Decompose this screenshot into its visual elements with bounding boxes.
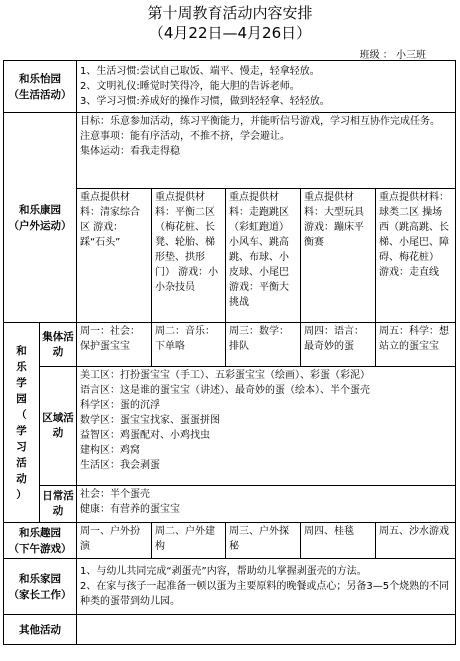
life-item: 2、文明礼仪:睡觉时笑得冷，能大胆的告诉老师。 xyxy=(80,81,300,92)
outdoor-header: 和乐康园 （户外运动） xyxy=(4,113,77,323)
life-item: 3、学习习惯:养成好的操作习惯，做到轻轻拿、轻轻放。 xyxy=(80,96,330,107)
outdoor-goal: 目标：乐意参加活动，练习平衡能力，并能听信号游戏，学习相互协作完成任务。 注意事项：能有序活动，不推不挤，学会避让。 集体运动：看我走得稳 xyxy=(77,113,456,189)
area-activity-content xyxy=(77,367,456,486)
outdoor-area: 重点提供材料：大型玩具 游戏：蹦床平衡赛 xyxy=(301,189,376,323)
daily-activity-content xyxy=(77,486,456,523)
date-range: （4月22日—4月26日） xyxy=(148,24,312,42)
schedule-table xyxy=(3,60,456,645)
group-activity-label: 集体活动 xyxy=(40,323,77,367)
class-label: 班级 ： xyxy=(359,50,393,61)
group-activity-day: 周二：音乐：下单咯 xyxy=(152,323,226,367)
play-day: 周五、沙水游戏 xyxy=(376,523,456,559)
play-day: 周一、户外扮演 xyxy=(77,523,152,559)
area-item: 益智区：鸡蛋配对、小鸡找虫 xyxy=(80,430,210,441)
area-item: 建构区：鸡窝 xyxy=(80,445,140,456)
daily-item: 社会：半个蛋壳 xyxy=(80,489,150,500)
outdoor-area: 重点提供材料：平衡二区（梅花桩、长凳、轮胎、梯形垫、拱形门） 游戏：小小杂技员 xyxy=(152,189,226,323)
group-activity-day: 周四：语言：最奇妙的蛋 xyxy=(301,323,376,367)
play-day: 周三、户外探秘 xyxy=(226,523,301,559)
class-info xyxy=(360,46,426,61)
play-day: 周四、桂毯 xyxy=(301,523,376,559)
play-day: 周二、户外建构 xyxy=(152,523,226,559)
area-item: 科学区：蛋的沉浮 xyxy=(80,400,160,411)
area-item: 语言区：这是谁的蛋宝宝（讲述）、最奇妙的蛋（绘本）、半个蛋壳 xyxy=(80,385,370,396)
area-item: 数学区：蛋宝宝找家、蛋蛋拼图 xyxy=(80,415,220,426)
outdoor-area: 重点提供材料：球类二区 操场西（跳高跳、长梯、小尾巴、障碍、梅花桩） 游戏：走直线 xyxy=(376,189,456,323)
other-header: 其他活动 xyxy=(4,615,77,645)
area-activity-label: 区域活动 xyxy=(40,367,77,486)
page-title: 第十周教育活动内容安排 xyxy=(147,4,313,22)
group-activity-day: 周一：社会：保护蛋宝宝 xyxy=(77,323,152,367)
class-name: 小三班 xyxy=(396,50,426,61)
family-item: 1、与幼儿共同完成“剥蛋壳”内容，帮助幼儿掌握剥蛋壳的方法。 xyxy=(80,566,367,577)
group-activity-day: 周三：数学：排队 xyxy=(226,323,301,367)
other-content xyxy=(77,615,456,645)
area-item: 美工区：打扮蛋宝宝（手工）、五彩蛋宝宝（绘画）、彩蛋（彩泥） xyxy=(80,370,370,381)
family-header: 和乐家园 （家长工作） xyxy=(4,559,77,615)
play-header: 和乐趣园 （下午游戏） xyxy=(4,523,77,559)
life-header: 和乐怡园 （生活活动） xyxy=(4,61,77,113)
life-content xyxy=(77,61,456,113)
daily-item: 健康：有营养的蛋宝宝 xyxy=(80,504,180,515)
family-content xyxy=(77,559,456,615)
family-item: 2、在家与孩子一起准备一顿以蛋为主要原料的晚餐或点心；另备3—5个烧熟的不同种类的蛋带到幼儿园。 xyxy=(80,581,450,607)
area-item: 生活区：我会剥蛋 xyxy=(80,460,160,471)
outdoor-area: 重点提供材料：清家综合区 游戏：踩“石头” xyxy=(77,189,152,323)
daily-activity-label: 日常活动 xyxy=(40,486,77,523)
study-header: 和 乐 学 园 （ 学 习 活 动 ） xyxy=(4,323,40,523)
group-activity-day: 周五：科学：想站立的蛋宝宝 xyxy=(376,323,456,367)
outdoor-area: 重点提供材料：走跑跳区（彩虹跑道）小风车、跳高跳、布球、小皮球、小尾巴 游戏：平衡大挑战 xyxy=(226,189,301,323)
life-item: 1、生活习惯:尝试自己取饭、端平、慢走，轻拿轻放。 xyxy=(80,66,320,77)
